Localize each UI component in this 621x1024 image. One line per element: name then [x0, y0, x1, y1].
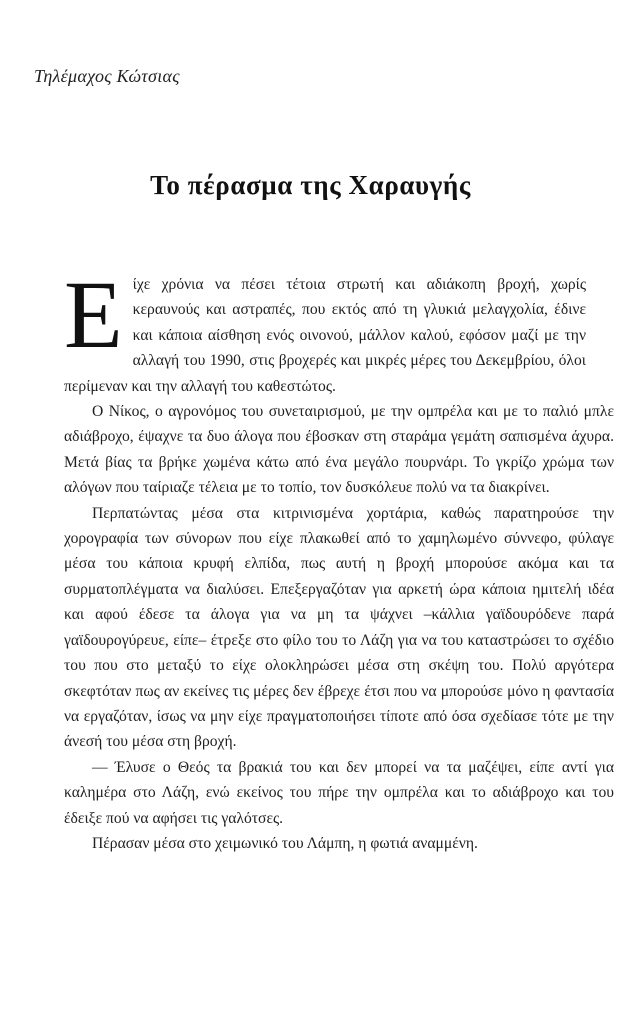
chapter-title: Το πέρασμα της Χαραυγής: [150, 170, 471, 200]
paragraph-3-text: Περπατώντας μέσα στα κιτρινισμένα χορτάρια, καθώς παρατηρούσε την χορογραφία των σύνορων που είχε πλακωθεί από το χαμηλωμένο σύννεφο, φύλαγε μέσα του κάποια κρυφή ελπίδα, πως αυτή η βροχή μπορούσε ακόμα και τα συρματοπλέγματα να διαλύσει. Επεξεργαζόταν για αρκετή ώρα κάποια ημιτελή ιδέα και αφού έδεσε τα άλογα για να μη τα ψάχνει –κάλλια γαϊδουρόδενε παρά γαϊδουρογύρευε, είπε– έτρεξε στο φίλο του το Λάζη για να του καταστρώσει το σχέδιο του που στο μεταξύ το είχε ολοκληρώσει μέσα στη σκέψη του. Πολύ αργότερα σκεφτόταν πως αν εκείνες τις μέρες δεν έβρεχε έτσι που να μπορούσε μόνο η φαντασία να εργαζόταν, ίσως να μην είχε πραγματοποιήσει τίποτε από όσα σχεδίασε τότε με την άνεσή του μέσα στη βροχή.: [64, 504, 614, 751]
paragraph-4-dialogue: [64, 755, 614, 831]
paragraph-5: [64, 831, 614, 856]
paragraph-1-text: ίχε χρόνια να πέσει τέτοια στρωτή και αδιάκοπη βροχή, χωρίς κεραυνούς και αστραπές, που εκτός από τη γλυκιά μελαγχολία, έδινε και κάποια αίσθηση ενός οινονού, μάλλον καλού, εφόσον μαζί με την αλλαγή του 1990, στις βροχερές και μικρές μέρες του Δεκεμβρίου, όλοι περίμεναν και την αλλαγή του καθεστώτος.: [64, 276, 586, 395]
paragraph-5-text: Πέρασαν μέσα στο χειμωνικό του Λάμπη, η φωτιά αναμμένη.: [92, 834, 478, 852]
paragraph-4-text: — Έλυσε ο Θεός τα βρακιά του και δεν μπορεί να τα μαζέψει, είπε αντί για καλημέρα στο Λάζη, ενώ εκείνος του πήρε την ομπρέλα και το αδιάβροχο και του έδειξε πού να αφήσει τις γαλότσες.: [64, 758, 614, 827]
drop-cap: Ε: [64, 261, 123, 368]
paragraph-2: [64, 399, 614, 501]
story-body: [64, 261, 614, 856]
paragraph-1: [64, 261, 586, 399]
paragraph-3: [64, 501, 614, 755]
paragraph-2-text: Ο Νίκος, ο αγρονόμος του συνεταιρισμού, με την ομπρέλα και με το παλιό μπλε αδιάβροχο, έψαχνε τα δυο άλογα που έβοσκαν στη σταράμα γεμάτη σαπισμένα άχυρα. Μετά βίας τα βρήκε χωμένα κάτω από ένα μεγάλο πουρνάρι. Το γκρίζο χρώμα των αλόγων που ταίριαζε τέλεια με το τοπίο, τον δυσκόλευε πολύ να τα διακρίνει.: [64, 403, 614, 497]
running-head-author: Τηλέμαχος Κώτσιας: [34, 66, 180, 86]
